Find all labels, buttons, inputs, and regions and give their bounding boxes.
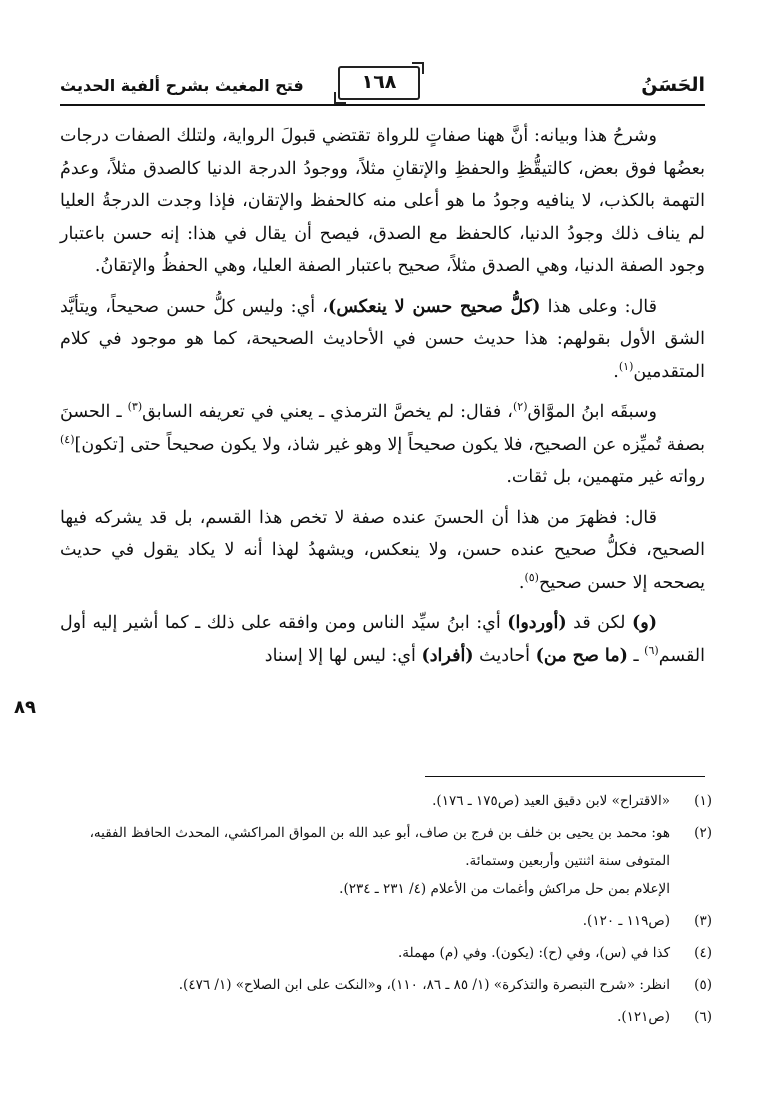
footnote-ref[interactable]: (٢) xyxy=(512,400,528,414)
paragraph: (و) لكن قد (أوردوا) أي: ابنُ سيِّد الناس ومن وافقه على ذلك ـ كما أشير إليه أول القسم$^{(٦)}$ ـ (ما صح من) أحاديث (أفراد) أي: ليس لها إلا إسناد xyxy=(60,613,705,666)
footnote-number: (٢) xyxy=(694,825,712,841)
footnote-ref[interactable]: (٣) xyxy=(127,400,143,414)
footnote-number: (٦) xyxy=(694,1009,712,1025)
matn-quote: (ما صح من) xyxy=(535,645,628,666)
matn-quote: (كلُّ صحيح حسن لا ينعكس) xyxy=(328,296,541,317)
footnote: (١) «الاقتراح» لابن دقيق العيد (ص١٧٥ ـ ١٧٦). xyxy=(60,787,712,815)
matn-quote: (أوردوا) xyxy=(507,613,567,633)
matn-quote: (و) xyxy=(631,613,657,633)
running-header xyxy=(60,71,705,108)
footnote: (٢) هو: محمد بن يحيى بن خلف بن فرج بن صاف، أبو عبد الله بن المواق المراكشي، المحدث الحافظ الفقيه، المتوفى سنة اثنتين وأربعين وستمائة. الإعلام بمن حل مراكش وأغمات من الأعلام (٤/ ٢٣١ ـ ٢٣٤). xyxy=(60,819,712,903)
paragraph: وشرحُ هذا وبيانه: أنَّ ههنا صفاتٍ للرواة تقتضي قبولَ الرواية، ولتلك الصفات درجات بعضُها فوق بعض، كالتيقُّظِ والحفظِ والإتقانِ مثلاً، ووجودُ الدرجة الدنيا كالصدق مثلاً، وعدمُ التهمة بالكذب، لا ينافيه وجودُ ما هو أعلى منه كالحفظ والإتقان، فإذا وجدت الدرجةُ العليا لم يناف ذلك وجودُ الدنيا، كالحفظ مع الصدق، فيصح أن يقال في هذا: إنه حسن باعتبار وجود الصفة الدنيا، وهي الصدق مثلاً، صحيح باعتبار الصفة العليا، وهي الحفظُ والإتقانُ. xyxy=(60,126,705,276)
footnote-separator xyxy=(425,776,705,777)
page-number: ١٦٨ xyxy=(338,66,420,100)
book-title: فتح المغيث بشرح ألفية الحديث xyxy=(60,76,304,95)
footnotes xyxy=(60,787,712,1035)
footnote-ref[interactable]: (٥) xyxy=(524,570,539,584)
paragraph: قال: فظهرَ من هذا أن الحسنَ عنده صفة لا تخص هذا القسم، بل قد يشركه فيها الصحيح، فكلُّ صحيح عنده حسن، ولا ينعكس، ويشهدُ لهذا أنه لا يكاد يقول في حديث يصححه إلا حسن صحيح$^{(٥)}$. xyxy=(60,507,705,593)
main-text xyxy=(60,120,705,680)
footnote-ref[interactable]: (٤) xyxy=(60,432,75,446)
footnote: (٥) انظر: «شرح التبصرة والتذكرة» (١/ ٨٥ ـ ٨٦، ١١٠)، و«النكت على ابن الصلاح» (١/ ٤٧٦). xyxy=(60,971,712,999)
footnote-number: (٥) xyxy=(694,977,712,993)
footnote: (٤) كذا في (س)، وفي (ح): (يكون). وفي (م) مهملة. xyxy=(60,939,712,967)
chapter-title: الحَسَنُ xyxy=(641,74,705,96)
paragraph: قال: وعلى هذا (كلُّ صحيح حسن لا ينعكس)، أي: وليس كلُّ حسن صحيحاً، ويتأيَّد الشق الأول بقولهم: هذا حديث حسن في الأحاديث الصحيحة، كما هو موجود في كلام المتقدمين$^{(١)}$. xyxy=(60,296,705,382)
footnote: (٣) (ص١١٩ ـ ١٢٠). xyxy=(60,907,712,935)
header-rule xyxy=(60,104,705,106)
margin-verse-number: ٨٩ xyxy=(14,697,36,718)
footnote-number: (١) xyxy=(694,793,712,809)
footnote-ref[interactable]: (٦) xyxy=(644,643,659,657)
footnote-ref[interactable]: (١) xyxy=(618,359,634,373)
matn-quote: (أفراد) xyxy=(421,645,474,666)
paragraph: وسبقَه ابنُ الموَّاق$^{(٢)}$، فقال: لم يخصَّ الترمذي ـ يعني في تعريفه السابق$^{(٣)}$ ـ الحسنَ بصفة تُميِّزه عن الصحيح، فلا يكون صحيحاً إلا وهو غير شاذ، ولا يكون صحيحاً حتى [تكون]$^{(٤)}$ رواته غير متهمين، بل ثقات. xyxy=(60,400,705,487)
footnote-number: (٤) xyxy=(694,945,712,961)
footnote: (٦) (ص١٢١). xyxy=(60,1003,712,1031)
footnote-number: (٣) xyxy=(694,913,712,929)
